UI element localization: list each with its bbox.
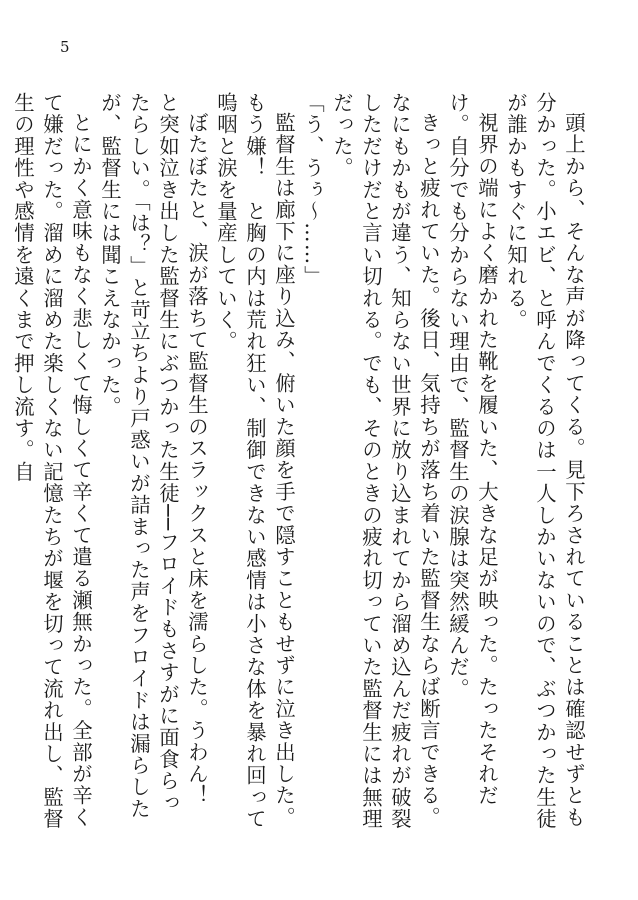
page-number: 5 <box>60 38 70 56</box>
paragraph-2: 視界の端によく磨かれた靴を履いた、大きな足が映った。たったそれだけ。自分でも分からない理由で、監督生の涙腺は突然緩んだ。 <box>446 92 499 807</box>
paragraph-6: もう嫌！ と胸の内は荒れ狂い、制御できない感情は小さな体を暴れ回って嗚咽と涙を量産していく。 <box>214 92 267 830</box>
paragraph-3: きっと疲れていた。後日、気持ちが落ち着いた監督生ならば断言できる。なにもかもが違う、知らない世界に放り込まれてから溜め込んだ疲れが破裂しただけだと言い切れる。でも、そのときの疲れ切っていた監督生には無理だった。 <box>330 92 441 830</box>
dialogue-line: 「う、うぅ〜……」 <box>301 92 325 288</box>
paragraph-7: ぼたぼたと、涙が落ちて監督生のスラックスと床を濡らした。うわん！ と突如泣き出した監督生にぶつかった生徒──フロイドもさすがに面食らったらしい。「は？」と苛立ちより戸惑いが詰まった声をフロイドは漏らしたが、監督生には聞こえなかった。 <box>98 92 209 829</box>
paragraph-5: 監督生は廊下に座り込み、俯いた顔を手で隠すこともせずに泣き出した。 <box>272 112 296 829</box>
paragraph-1: 頭上から、そんな声が降ってくる。見下ろされていることは確認せずとも分かった。小エビ、と呼んでくるのは一人しかいないので、ぶつかった生徒が誰かもすぐに知れる。 <box>504 92 586 830</box>
vertical-text-body <box>11 92 588 832</box>
paragraph-8: とにかく意味もなく悲しくて悔しくて辛くて遣る瀬無かった。全部が辛くて嫌だった。溜めに溜めた楽しくない記憶たちが堰を切って流れ出し、監督生の理性や感情を遠くまで押し流す。自 <box>11 92 93 830</box>
